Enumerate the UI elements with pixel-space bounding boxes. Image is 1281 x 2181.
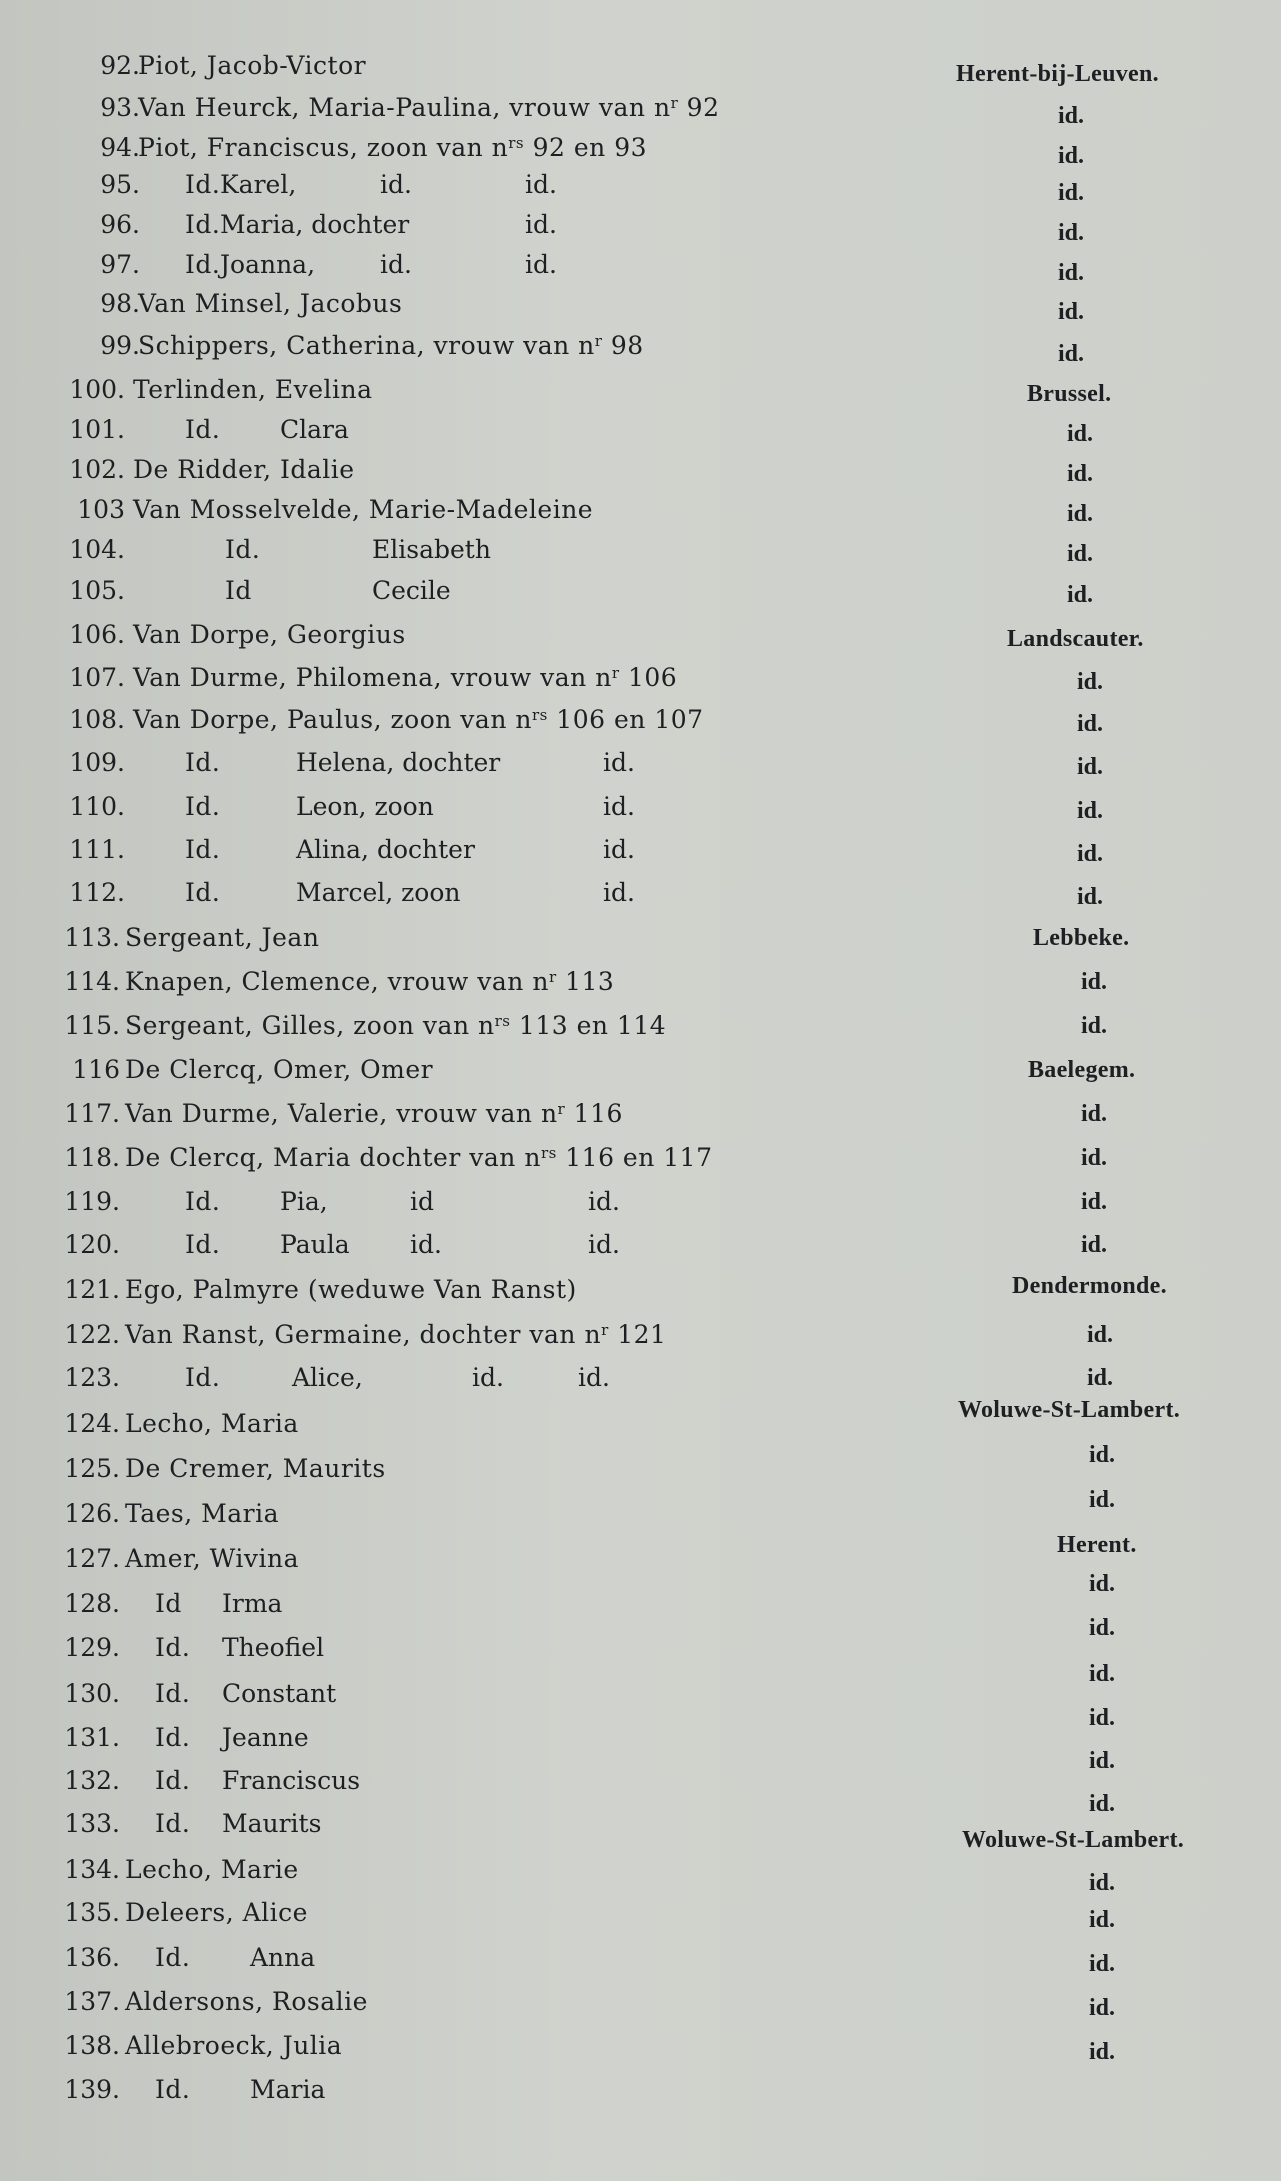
entry-number: 97. [100, 250, 140, 279]
entry-ditto-parents: id. [588, 1230, 620, 1259]
entry-given-name: Anna [250, 1943, 316, 1972]
list-item [0, 1272, 1281, 1308]
entry-place: id. [1088, 1951, 1115, 1977]
entry-name: Van Durme, Valerie, vrouw van $n^r$ 116 [125, 1099, 623, 1128]
entry-name: Id. [185, 1187, 221, 1216]
entry-name: Knapen, Clemence, vrouw van $n^r$ 113 [125, 967, 615, 996]
entry-place: Herent-bij-Leuven. [956, 61, 1159, 87]
entry-place: id. [1088, 1748, 1115, 1774]
entry-place: id. [1057, 143, 1084, 169]
entry-number: 129. [64, 1633, 120, 1662]
entry-place: id. [1057, 341, 1084, 367]
entry-name: Lecho, Marie [125, 1855, 299, 1884]
entry-given-name: Maria [250, 2075, 326, 2104]
entry-given-name: Alina, dochter [296, 835, 475, 864]
entry-superscript: rs [494, 1012, 511, 1030]
entry-number: 106. [69, 620, 125, 649]
entry-place: Baelegem. [1028, 1057, 1136, 1083]
entry-name: Id. [185, 250, 221, 279]
entry-number: 103 [77, 495, 125, 524]
entry-place: id. [1076, 841, 1103, 867]
entry-name: Id. [185, 1230, 221, 1259]
list-item [0, 920, 1281, 956]
entry-given-name: Cecile [372, 576, 451, 605]
entry-place: Woluwe-St-Lambert. [962, 1827, 1185, 1853]
entry-place: id. [1057, 260, 1084, 286]
entry-number: 100. [69, 375, 125, 404]
entry-ditto-parents: id. [525, 210, 557, 239]
entry-name: Schippers, Catherina, vrouw van $n^r$ 98 [138, 331, 644, 360]
entry-superscript: rs [540, 1144, 557, 1162]
entry-ditto-parents: id. [603, 748, 635, 777]
entry-name: De Clercq, Omer, Omer [125, 1055, 434, 1084]
entry-number: 112. [69, 878, 125, 907]
entry-number: 131. [64, 1723, 120, 1752]
entry-name: Id. [185, 792, 221, 821]
list-item [0, 1317, 1281, 1353]
list-item [0, 207, 1281, 246]
entry-place: id. [1057, 180, 1084, 206]
entry-name: Sergeant, Gilles, zoon van $n^{rs}$ 113 en 114 [125, 1011, 667, 1040]
entry-name: Id. [185, 878, 221, 907]
entry-place: id. [1066, 421, 1093, 447]
list-item [0, 1227, 1281, 1263]
entry-name: Lecho, Maria [125, 1409, 299, 1438]
entry-place: id. [1088, 1661, 1115, 1687]
entry-name: Van Minsel, Jacobus [138, 289, 403, 318]
entry-name: Amer, Wivina [125, 1544, 300, 1573]
entry-name: Van Dorpe, Paulus, zoon van $n^{rs}$ 106 en 107 [133, 705, 704, 734]
entry-name: Id. [155, 1766, 191, 1795]
entry-place: Lebbeke. [1033, 925, 1130, 951]
entry-given-name: Joanna, [220, 250, 316, 279]
entry-number: 119. [64, 1187, 120, 1216]
entry-number: 137. [64, 1987, 120, 2016]
entry-place: id. [1088, 1615, 1115, 1641]
list-item [0, 532, 1281, 568]
list-item [0, 789, 1281, 825]
entry-number: 126. [64, 1499, 120, 1528]
entry-place: id. [1088, 1791, 1115, 1817]
list-item [0, 130, 1281, 169]
entry-name: Taes, Maria [125, 1499, 280, 1528]
list-item [0, 1096, 1281, 1132]
entry-name: Id. [185, 748, 221, 777]
entry-place: Herent. [1057, 1532, 1137, 1558]
entry-name: Id. [155, 1723, 191, 1752]
list-item [0, 247, 1281, 286]
list-item [0, 745, 1281, 781]
entry-given-name: Alice, [292, 1363, 363, 1392]
entry-place: id. [1088, 1870, 1115, 1896]
entry-name: Id. [155, 1633, 191, 1662]
entry-number: 125. [64, 1454, 120, 1483]
list-item [0, 1052, 1281, 1088]
entry-number: 136. [64, 1943, 120, 1972]
list-item [0, 1184, 1281, 1220]
entry-number: 123. [64, 1363, 120, 1392]
entry-place: id. [1080, 1013, 1107, 1039]
entry-name: Van Mosselvelde, Marie-Madeleine [133, 495, 594, 524]
list-item [0, 492, 1281, 528]
entry-superscript: r [548, 968, 557, 986]
entry-number: 92. [100, 51, 140, 80]
entry-number: 138. [64, 2031, 120, 2060]
entry-name: De Ridder, Idalie [133, 455, 355, 484]
entry-number: 111. [69, 835, 125, 864]
entry-place: id. [1088, 1995, 1115, 2021]
entry-place: Dendermonde. [1012, 1273, 1167, 1299]
entry-given-name: Jeanne [222, 1723, 309, 1752]
entry-place: id. [1088, 1487, 1115, 1513]
entry-number: 134. [64, 1855, 120, 1884]
entry-place: id. [1088, 2039, 1115, 2065]
list-item [0, 1140, 1281, 1176]
entry-place: id. [1066, 582, 1093, 608]
entry-name: Id. [185, 210, 221, 239]
entry-number: 101. [69, 415, 125, 444]
entry-number: 113. [64, 923, 120, 952]
entry-name: Piot, Franciscus, zoon van $n^{rs}$ 92 en 93 [138, 133, 647, 162]
entry-name: Van Dorpe, Georgius [133, 620, 406, 649]
entry-name: Id. [155, 1809, 191, 1838]
list-item [0, 1360, 1281, 1396]
entry-given-name: Pia, [280, 1187, 328, 1216]
entry-place: id. [1066, 501, 1093, 527]
entry-ditto-parents: id. [603, 878, 635, 907]
entry-number: 132. [64, 1766, 120, 1795]
entry-name: Id. [225, 535, 261, 564]
entry-superscript: r [611, 664, 620, 682]
entry-ditto-parents: id. [603, 792, 635, 821]
entry-superscript: r [557, 1100, 566, 1118]
entry-name: Van Ranst, Germaine, dochter van $n^r$ 121 [125, 1320, 667, 1349]
entry-given-name: Helena, dochter [296, 748, 501, 777]
entry-given-name: Irma [222, 1589, 283, 1618]
entry-name: Piot, Jacob-Victor [138, 51, 367, 80]
entry-name: Id. [155, 2075, 191, 2104]
entry-name: Sergeant, Jean [125, 923, 320, 952]
entry-number: 98. [100, 289, 140, 318]
list-item [0, 660, 1281, 696]
entry-number: 105. [69, 576, 125, 605]
entry-superscript: rs [531, 706, 548, 724]
entry-number: 117. [64, 1099, 120, 1128]
entry-place: id. [1088, 1442, 1115, 1468]
entry-name: Id [155, 1589, 182, 1618]
entry-number: 135. [64, 1898, 120, 1927]
list-item [0, 372, 1281, 408]
entry-ditto-parents: id. [603, 835, 635, 864]
entry-place: Landscauter. [1007, 626, 1144, 652]
entry-name: Id. [155, 1679, 191, 1708]
entry-place: id. [1057, 103, 1084, 129]
entry-place: id. [1057, 220, 1084, 246]
entry-ditto-parents: id. [588, 1187, 620, 1216]
entry-ditto-relation: id. [472, 1363, 504, 1392]
entry-superscript: r [594, 332, 603, 350]
entry-number: 124. [64, 1409, 120, 1438]
entry-given-name: Marcel, zoon [296, 878, 461, 907]
entry-number: 104. [69, 535, 125, 564]
entry-number: 128. [64, 1589, 120, 1618]
entry-name: Id. [155, 1943, 191, 1972]
entry-given-name: Paula [280, 1230, 350, 1259]
entry-place: id. [1088, 1705, 1115, 1731]
list-item [0, 702, 1281, 738]
entry-name: De Clercq, Maria dochter van $n^{rs}$ 116 en 117 [125, 1143, 713, 1172]
entry-given-name: Elisabeth [372, 535, 491, 564]
list-item [0, 90, 1281, 129]
entry-name: Van Durme, Philomena, vrouw van $n^r$ 106 [133, 663, 678, 692]
entry-place: id. [1080, 969, 1107, 995]
entry-given-name: Leon, zoon [296, 792, 434, 821]
list-item [0, 573, 1281, 609]
entry-given-name: Karel, [220, 170, 297, 199]
entry-name: Id. [185, 415, 221, 444]
entry-number: 99. [100, 331, 140, 360]
entry-number: 94. [100, 133, 140, 162]
entry-name: Ego, Palmyre (weduwe Van Ranst) [125, 1275, 577, 1304]
entry-number: 139. [64, 2075, 120, 2104]
entry-place: id. [1086, 1322, 1113, 1348]
entry-name: Allebroeck, Julia [125, 2031, 343, 2060]
entry-number: 118. [64, 1143, 120, 1172]
entry-number: 93. [100, 93, 140, 122]
entry-given-name: Franciscus [222, 1766, 361, 1795]
entry-number: 122. [64, 1320, 120, 1349]
entry-name: Id. [185, 1363, 221, 1392]
entry-place: id. [1057, 299, 1084, 325]
entry-place: id. [1076, 798, 1103, 824]
entry-name: Aldersons, Rosalie [125, 1987, 368, 2016]
entry-ditto-relation: id [410, 1187, 434, 1216]
entry-name: Id. [185, 835, 221, 864]
list-item [0, 452, 1281, 488]
entry-place: id. [1080, 1189, 1107, 1215]
entry-name: De Cremer, Maurits [125, 1454, 386, 1483]
entry-superscript: r [601, 1321, 609, 1339]
entry-number: 109. [69, 748, 125, 777]
entry-ditto-parents: id. [578, 1363, 610, 1392]
list-item [0, 167, 1281, 206]
list-item [0, 1008, 1281, 1044]
entry-place: Woluwe-St-Lambert. [958, 1397, 1181, 1423]
entry-given-name: Theofiel [222, 1633, 325, 1662]
entry-name: Id [225, 576, 252, 605]
list-item [0, 964, 1281, 1000]
entry-number: 130. [64, 1679, 120, 1708]
entry-place: id. [1076, 711, 1103, 737]
entry-number: 108. [69, 705, 125, 734]
entry-place: id. [1066, 461, 1093, 487]
entry-place: id. [1080, 1145, 1107, 1171]
list-item [0, 617, 1281, 653]
entry-given-name: Maria, dochter [220, 210, 410, 239]
entry-number: 133. [64, 1809, 120, 1838]
entry-place: id. [1066, 541, 1093, 567]
entry-ditto-parents: id. [525, 170, 557, 199]
entry-given-name: Constant [222, 1679, 337, 1708]
entry-number: 110. [69, 792, 125, 821]
entry-place: id. [1076, 754, 1103, 780]
entry-ditto-parents: id. [525, 250, 557, 279]
entry-name: Deleers, Alice [125, 1898, 308, 1927]
entry-number: 102. [69, 455, 125, 484]
entry-superscript: r [670, 94, 679, 112]
entry-number: 114. [64, 967, 120, 996]
entry-place: id. [1080, 1101, 1107, 1127]
list-item [0, 832, 1281, 868]
entry-number: 120. [64, 1230, 120, 1259]
list-item [0, 412, 1281, 448]
entry-given-name: Clara [280, 415, 349, 444]
entry-ditto-relation: id. [380, 170, 412, 199]
entry-number: 96. [100, 210, 140, 239]
entry-ditto-relation: id. [410, 1230, 442, 1259]
list-item [0, 328, 1281, 367]
entry-place: Brussel. [1027, 381, 1112, 407]
entry-place: id. [1076, 884, 1103, 910]
entry-superscript: rs [508, 134, 525, 152]
entry-place: id. [1088, 1571, 1115, 1597]
entry-ditto-relation: id. [380, 250, 412, 279]
list-item [0, 48, 1281, 87]
entry-number: 121. [64, 1275, 120, 1304]
entry-place: id. [1076, 669, 1103, 695]
entry-name: Id. [185, 170, 221, 199]
entry-given-name: Maurits [222, 1809, 322, 1838]
entry-number: 115. [64, 1011, 120, 1040]
list-item [0, 875, 1281, 911]
entry-place: id. [1086, 1365, 1113, 1391]
entry-place: id. [1088, 1907, 1115, 1933]
entry-name: Terlinden, Evelina [133, 375, 373, 404]
entry-name: Van Heurck, Maria-Paulina, vrouw van $n^r$ 92 [138, 93, 720, 122]
entry-number: 107. [69, 663, 125, 692]
list-item [0, 286, 1281, 325]
entry-number: 95. [100, 170, 140, 199]
entry-number: 116 [72, 1055, 120, 1084]
entry-place: id. [1080, 1232, 1107, 1258]
entry-number: 127. [64, 1544, 120, 1573]
